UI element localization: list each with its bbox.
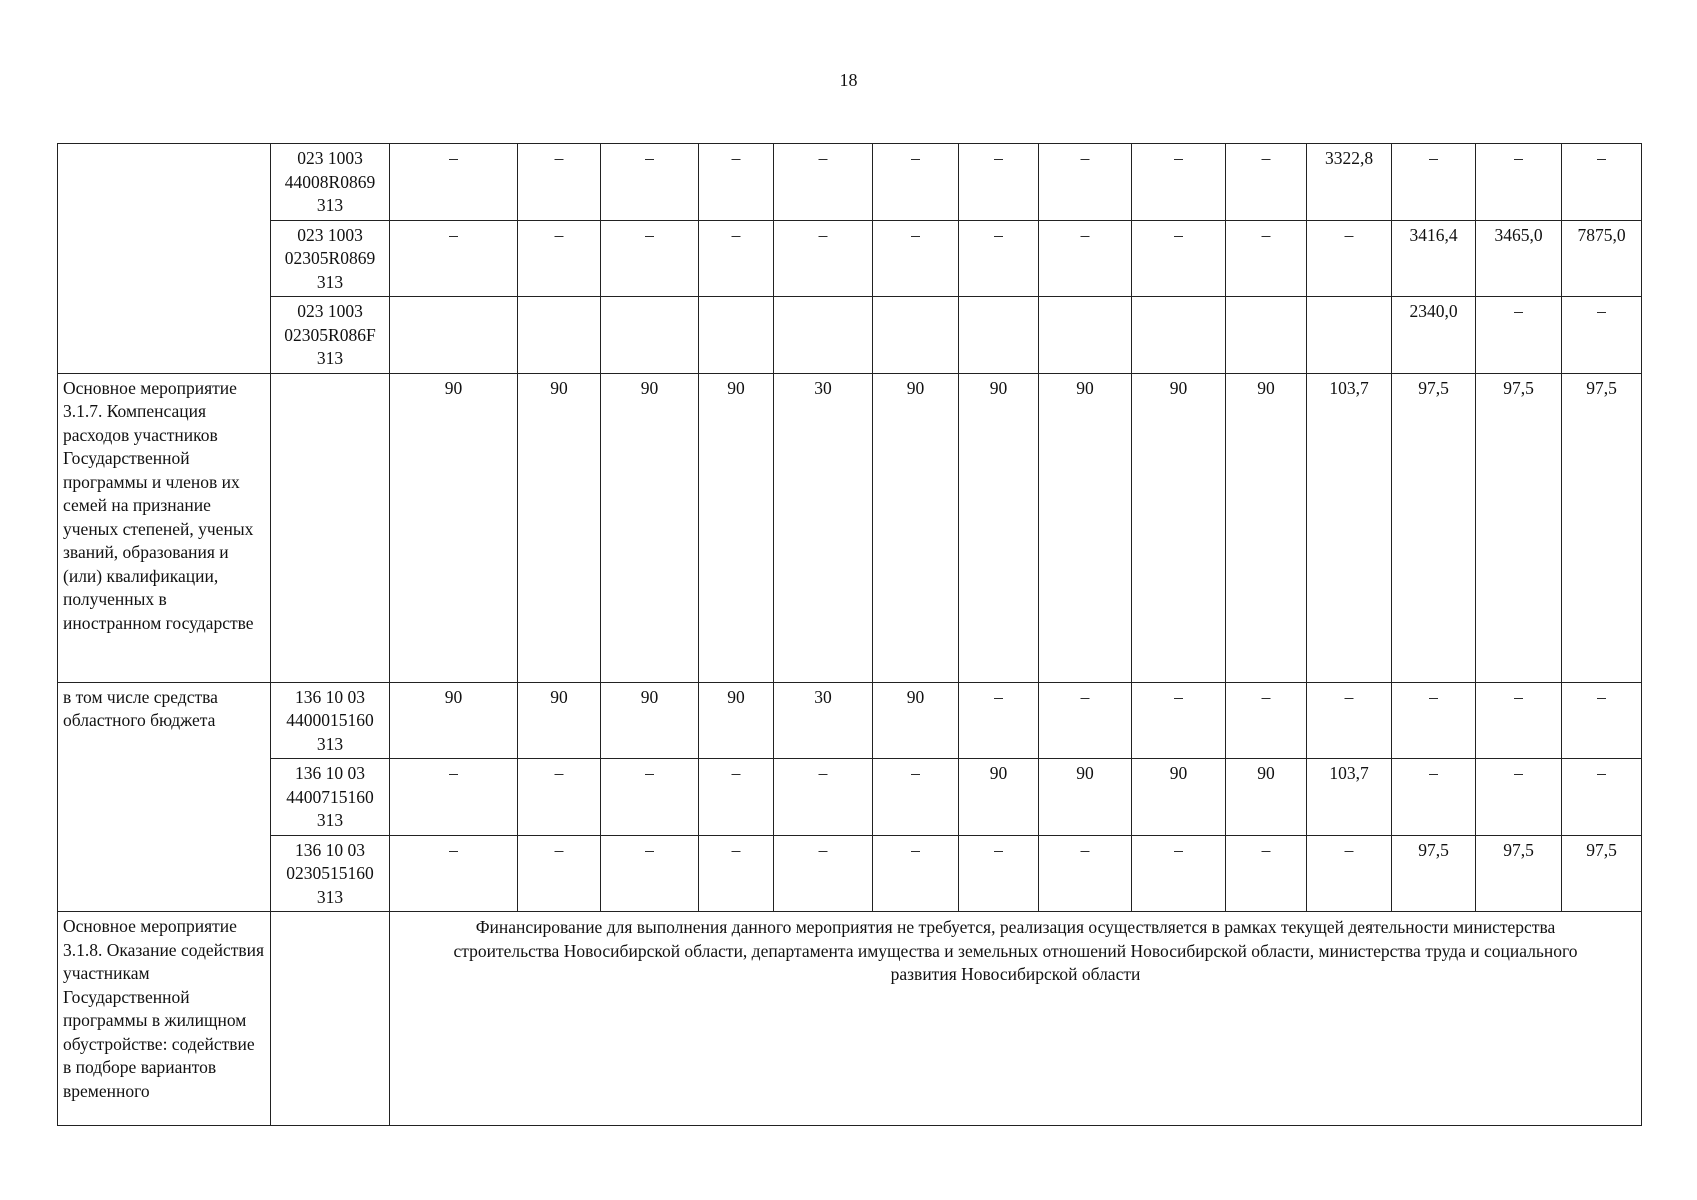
value-cell: –	[390, 759, 518, 836]
value-cell: 97,5	[1562, 835, 1642, 912]
budget-code-cell: 023 1003 02305R086F 313	[271, 297, 390, 374]
value-cell: –	[873, 144, 959, 221]
value-cell: –	[1476, 297, 1562, 374]
value-cell: –	[1307, 682, 1392, 759]
value-cell: 90	[1132, 759, 1226, 836]
value-cell: 90	[959, 373, 1039, 682]
row-description-cell: в том числе средства областного бюджета	[58, 682, 271, 912]
table-row	[58, 682, 1642, 759]
table-row	[58, 220, 1642, 297]
value-cell: –	[959, 220, 1039, 297]
value-cell: 30	[774, 373, 873, 682]
value-cell	[390, 297, 518, 374]
value-cell: 90	[959, 759, 1039, 836]
budget-code-cell: 136 10 03 4400015160 313	[271, 682, 390, 759]
value-cell: –	[959, 682, 1039, 759]
value-cell: 90	[518, 682, 601, 759]
value-cell: 90	[699, 682, 774, 759]
table-row	[58, 373, 1642, 682]
value-cell	[959, 297, 1039, 374]
value-cell: –	[1562, 297, 1642, 374]
value-cell: 103,7	[1307, 759, 1392, 836]
value-cell: –	[873, 835, 959, 912]
value-cell	[1132, 297, 1226, 374]
value-cell: –	[601, 759, 699, 836]
value-cell	[1039, 297, 1132, 374]
value-cell	[601, 297, 699, 374]
value-cell: 97,5	[1392, 835, 1476, 912]
value-cell: –	[1226, 144, 1307, 221]
value-cell: –	[1039, 682, 1132, 759]
value-cell	[1226, 297, 1307, 374]
value-cell	[873, 297, 959, 374]
value-cell: –	[1132, 682, 1226, 759]
value-cell: 3465,0	[1476, 220, 1562, 297]
value-cell	[518, 297, 601, 374]
value-cell: 97,5	[1392, 373, 1476, 682]
value-cell: –	[390, 144, 518, 221]
value-cell: 90	[1132, 373, 1226, 682]
value-cell: –	[601, 144, 699, 221]
financing-note: Финансирование для выполнения данного мероприятия не требуется, реализация осуществляется в рамках текущей деятельности министерства строительства Новосибирской области, департамента имущества и земельных отношений Новосибирской области, министерства труда и социального развития Новосибирской области	[390, 912, 1642, 1126]
value-cell: 90	[1226, 373, 1307, 682]
value-cell: –	[601, 835, 699, 912]
value-cell: –	[1392, 144, 1476, 221]
row-description-cell: Основное мероприятие 3.1.7. Компенсация расходов участников Государственной программы и членов их семей на признание ученых степеней, ученых званий, образования и (или) квалификации, полученных в иностранном государстве	[58, 373, 271, 682]
budget-code-cell: 023 1003 02305R0869 313	[271, 220, 390, 297]
value-cell: 90	[873, 682, 959, 759]
value-cell: –	[699, 835, 774, 912]
value-cell: –	[601, 220, 699, 297]
budget-table	[57, 143, 1642, 1126]
value-cell: 7875,0	[1562, 220, 1642, 297]
value-cell: –	[959, 835, 1039, 912]
value-cell: –	[1039, 220, 1132, 297]
value-cell: –	[1226, 835, 1307, 912]
value-cell: –	[1132, 144, 1226, 221]
table-row	[58, 835, 1642, 912]
value-cell: –	[1039, 835, 1132, 912]
value-cell: 90	[1226, 759, 1307, 836]
value-cell: –	[1226, 682, 1307, 759]
budget-code-cell: 023 1003 44008R0869 313	[271, 144, 390, 221]
page-number: 18	[839, 70, 858, 90]
row-description-cell	[58, 144, 271, 374]
value-cell: –	[518, 759, 601, 836]
value-cell: 90	[390, 682, 518, 759]
value-cell: –	[873, 220, 959, 297]
value-cell: –	[699, 144, 774, 221]
budget-code-cell	[271, 373, 390, 682]
value-cell: –	[1476, 759, 1562, 836]
value-cell: –	[390, 835, 518, 912]
value-cell: –	[518, 220, 601, 297]
value-cell: –	[390, 220, 518, 297]
value-cell: 3322,8	[1307, 144, 1392, 221]
value-cell: 103,7	[1307, 373, 1392, 682]
value-cell: –	[1039, 144, 1132, 221]
value-cell	[699, 297, 774, 374]
table-row	[58, 297, 1642, 374]
value-cell: –	[959, 144, 1039, 221]
value-cell: –	[1476, 144, 1562, 221]
value-cell: –	[1132, 220, 1226, 297]
value-cell: 90	[518, 373, 601, 682]
value-cell: –	[1562, 759, 1642, 836]
value-cell: –	[774, 220, 873, 297]
value-cell: –	[1132, 835, 1226, 912]
value-cell: 97,5	[1476, 373, 1562, 682]
value-cell: 97,5	[1476, 835, 1562, 912]
value-cell: –	[1562, 682, 1642, 759]
value-cell: 90	[873, 373, 959, 682]
value-cell: 90	[601, 373, 699, 682]
budget-code-cell: 136 10 03 0230515160 313	[271, 835, 390, 912]
value-cell: –	[774, 759, 873, 836]
value-cell: 90	[699, 373, 774, 682]
table-row	[58, 759, 1642, 836]
value-cell: –	[774, 835, 873, 912]
value-cell: 90	[1039, 759, 1132, 836]
value-cell: –	[1307, 835, 1392, 912]
budget-code-cell	[271, 912, 390, 1126]
value-cell	[774, 297, 873, 374]
value-cell: 90	[390, 373, 518, 682]
value-cell: –	[1392, 682, 1476, 759]
value-cell: 30	[774, 682, 873, 759]
value-cell: –	[699, 759, 774, 836]
value-cell: –	[518, 835, 601, 912]
value-cell: –	[1562, 144, 1642, 221]
value-cell: 2340,0	[1392, 297, 1476, 374]
value-cell: 3416,4	[1392, 220, 1476, 297]
value-cell: 90	[1039, 373, 1132, 682]
value-cell: –	[873, 759, 959, 836]
budget-code-cell: 136 10 03 4400715160 313	[271, 759, 390, 836]
value-cell: –	[518, 144, 601, 221]
value-cell: –	[774, 144, 873, 221]
value-cell: –	[1392, 759, 1476, 836]
value-cell: –	[1226, 220, 1307, 297]
value-cell	[1307, 297, 1392, 374]
value-cell: –	[1307, 220, 1392, 297]
table-row	[58, 144, 1642, 221]
table-row	[58, 912, 1642, 1126]
value-cell: 97,5	[1562, 373, 1642, 682]
value-cell: –	[1476, 682, 1562, 759]
value-cell: 90	[601, 682, 699, 759]
value-cell: –	[699, 220, 774, 297]
row-description-cell: Основное мероприятие 3.1.8. Оказание содействия участникам Государственной программы в жилищном обустройстве: содействие в подборе вариантов временного	[58, 912, 271, 1126]
